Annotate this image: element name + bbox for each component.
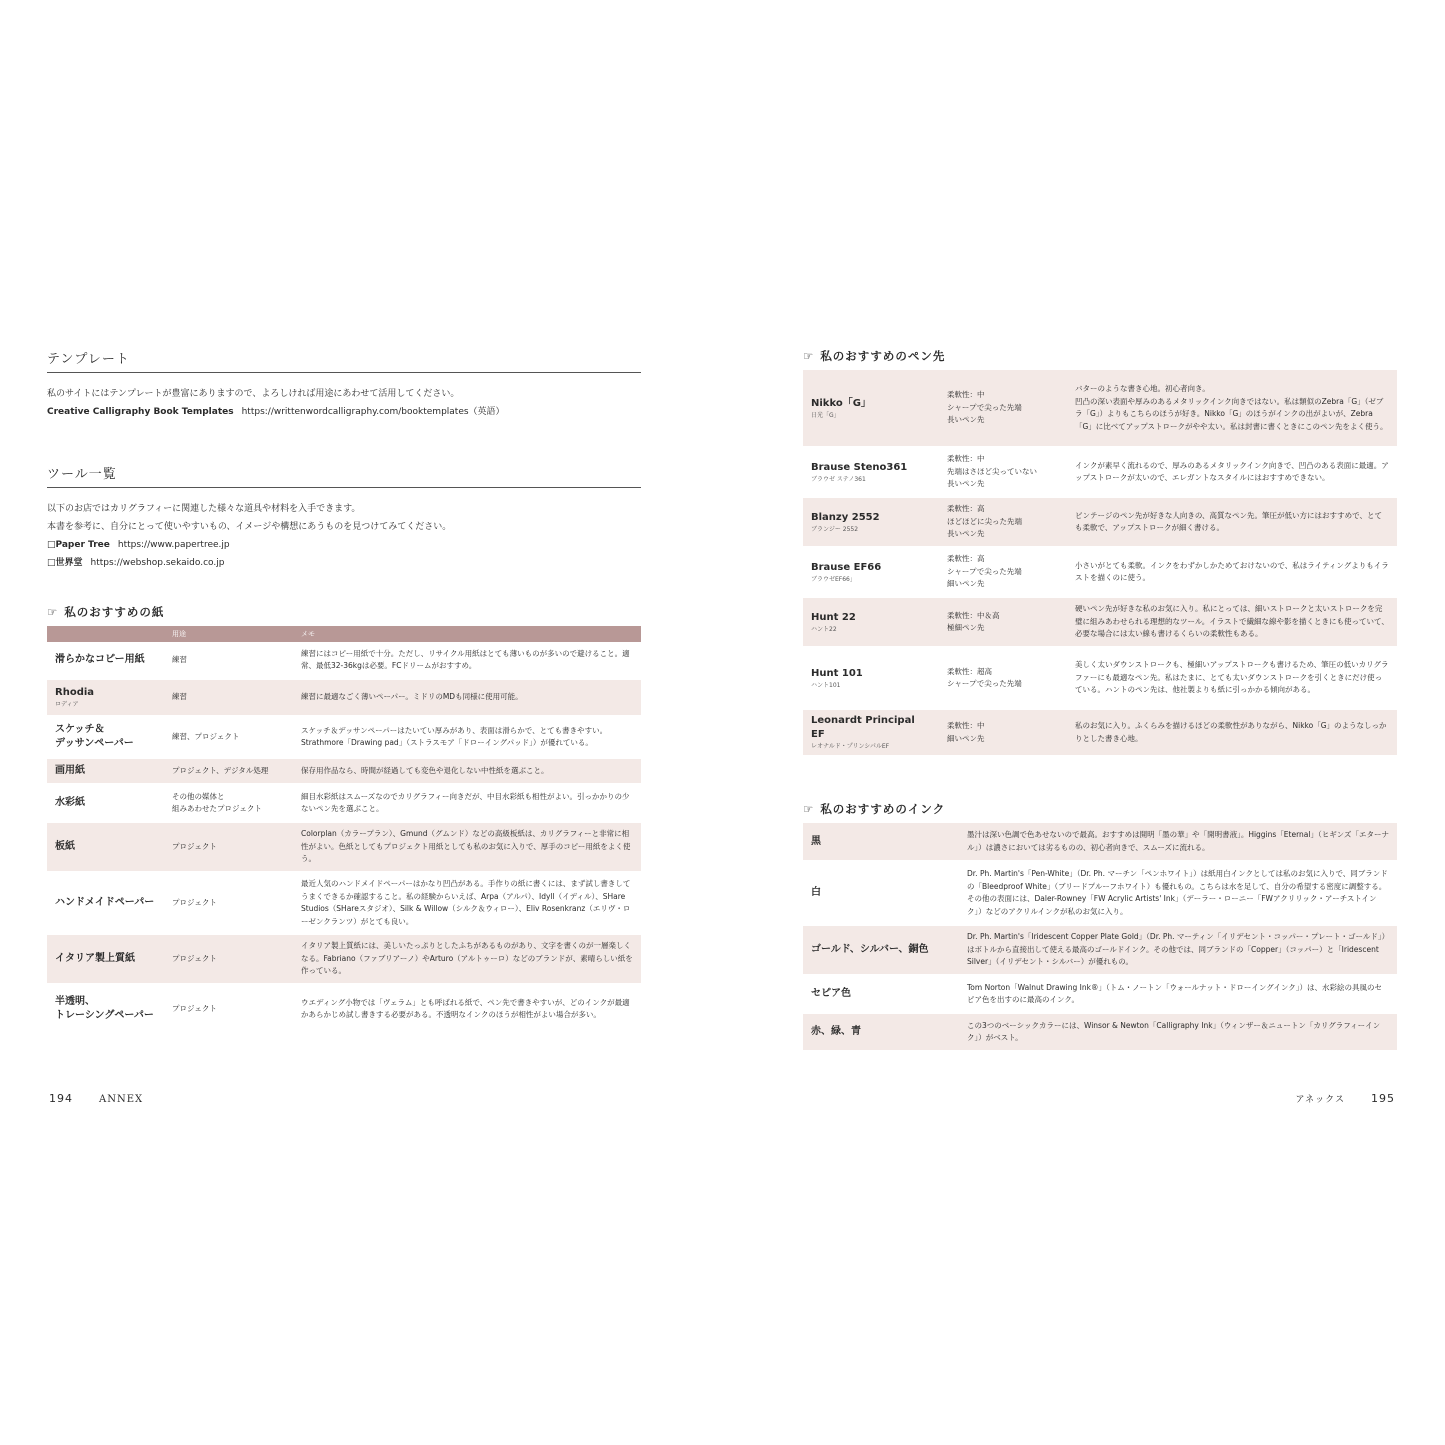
shop-name: □Paper Tree — [47, 540, 110, 550]
paper-memo: イタリア製上質紙には、美しいたっぷりとしたふちがあるものがあり、文字を書くのが一層楽しくなる。Fabriano（ファブリアーノ）やArturo（アルトゥーロ）などのブランドが、素晴らしい紙を作っている。 — [293, 934, 641, 984]
pen-name-sub: レオナルド・プリンシパルEF — [811, 743, 890, 750]
paper-memo: Colorplan（カラープラン）、Gmund（グムンド）などの高級板紙は、カリグラフィーと非常に相性がよい。色紙としてもプロジェクト用紙としても私のお気に入りで、厚手のコピー用紙をよく使う。 — [293, 822, 641, 872]
paper-name: スケッチ＆ デッサンペーパー — [55, 724, 134, 749]
paper-col-use: 用途 — [164, 626, 293, 642]
paper-memo: 最近人気のハンドメイドペーパーはかなり凹凸がある。手作りの紙に書くには、まず試し書きしてうまくできるか確認すること。私の経験からいえば、Arpa（アルパ）、Idyll（イディル）、SHare Studios（SHareスタジオ）、Silk & Willow（シルク＆ウィロー）、Eliv Rosenkranz（エリヴ・ローゼンクランツ）がとても良い。 — [301, 879, 631, 926]
paper-memo: 細目水彩紙はスムーズなのでカリグラフィー向きだが、中目水彩紙も相性がよい。引っかかりの少ないペン先を選ぶこと。 — [301, 791, 630, 813]
ink-memo: 墨汁は深い色調で色あせないので最高。おすすめは開明「墨の華」や「開明書液」。Higgins「Eternal」（ヒギンズ「エターナル」）は濃さにおいては劣るものの、初心者向きで、スムーズに流れる。 — [959, 823, 1397, 861]
pen-name-sub: ハント22 — [811, 625, 837, 633]
pen-memo: 硬いペン先が好きな私のお気に入り。私にとっては、細いストロークと太いストロークを完璧に組みあわせられる理想的なツール。イラストで繊細な線や影を描くときにも使っていて、必要な場合には太い線も書けるくらいの柔軟性もある。 — [1067, 597, 1397, 647]
table-row — [47, 784, 641, 822]
running-head: ANNEX — [99, 1094, 144, 1105]
paper-use: プロジェクト — [164, 822, 293, 872]
pen-name: Hunt 22 — [811, 611, 856, 623]
pen-memo: バターのような書き心地。初心者向き。 凹凸の深い表面や厚みのあるメタリックインク向きではない。私は類似のZebra「G」（ゼブラ「G」）よりもこちらのほうが好き。Nikko「G」のほうがインクの出がよいが、Zebra「G」に比べてアップストロークがやや太い。私は封書に書くときにこのペン先をよく使う。 — [1067, 370, 1397, 447]
table-row — [803, 597, 1397, 647]
table-row — [47, 984, 641, 1034]
table-row — [803, 823, 1397, 861]
template-body: 私のサイトにはテンプレートが豊富にありますので、よろしければ用途にあわせて活用してください。 — [47, 389, 460, 399]
paper-name: 半透明、 トレーシングペーパー — [55, 996, 154, 1021]
pen-spec: 柔軟性：高 ほどほどに尖った先端 長いペン先 — [939, 497, 1067, 547]
inks-heading-text: 私のおすすめのインク — [820, 802, 946, 816]
paper-heading-text: 私のおすすめの紙 — [64, 605, 165, 619]
paper-memo: ウエディング小物では「ヴェラム」とも呼ばれる紙で、ペン先で書きやすいが、どのインクが最適かあらかじめ試し書きする必要がある。不透明なインクのほうが相性がよい場合が多い。 — [301, 997, 630, 1019]
pen-name-sub: ブラウゼEF66」 — [811, 575, 856, 583]
ink-memo: Dr. Ph. Martin's「Pen-White」（Dr. Ph. マーチン「ペンホワイト」）は紙用白インクとしては私のお気に入りで、同ブランドの「Bleedproof White」（ブリードプルーフホワイト）も優れもの。こちらは水を足して、自分の希望する密度に調整する。その他の表面には、Daler-Rowney「FW Acrylic Artists' Ink」（デーラー・ローニー「FWアクリリック・アーチストインク」）などのアクリルインクが私のお気に入り。 — [967, 869, 1388, 916]
pen-memo: 美しく太いダウンストロークも、極細いアップストロークも書けるため、筆圧の低いカリグラファーにも最適なペン先。私はたまに、とても太いダウンストロークを引くときにだけ使っている。ハントのペン先は、他社製よりも紙に引っかかる傾向がある。 — [1075, 660, 1389, 695]
shop-item — [47, 536, 641, 554]
table-row — [47, 642, 641, 679]
template-link-line — [47, 403, 641, 421]
pen-memo: ビンテージのペン先が好きな人向きの、高質なペン先。筆圧が低い方にはおすすめで、とても柔軟で、アップストロークが細く書ける。 — [1067, 497, 1397, 547]
paper-use: プロジェクト — [172, 1003, 217, 1013]
ink-name: 白 — [811, 887, 821, 898]
paper-memo: 保存用作品なら、時間が経過しても変色や退化しない中性紙を選ぶこと。 — [293, 758, 641, 784]
ink-name: 赤、緑、青 — [811, 1026, 861, 1037]
tools-line-2: 本書を参考に、自分にとって使いやすいもの、イメージや構想にあうものを見つけてみてください。 — [47, 522, 452, 532]
table-row — [803, 975, 1397, 1013]
ink-table — [803, 823, 1397, 1052]
pen-name: Hunt 101 — [811, 667, 863, 679]
table-row — [47, 679, 641, 716]
paper-heading — [47, 604, 641, 620]
paper-memo: 練習にはコピー用紙で十分。ただし、リサイクル用紙はとても薄いものが多いので避けること。適常、最低32-36kgは必要。FCドリームがおすすめ。 — [301, 648, 630, 670]
pointing-hand-icon: ☞ — [47, 605, 59, 619]
pen-name: Nikko「G」 — [811, 397, 871, 409]
ink-name: 黒 — [811, 835, 821, 847]
pen-table — [803, 370, 1397, 757]
pen-spec: 柔軟性：中＆高 極細ペン先 — [939, 597, 1067, 647]
paper-col-name — [47, 626, 164, 642]
pen-name: Blanzy 2552 — [811, 511, 880, 523]
template-link-label: Creative Calligraphy Book Templates — [47, 407, 234, 417]
ink-name: セピア色 — [811, 988, 851, 999]
pen-spec: 柔軟性：中 細いペン先 — [939, 709, 1067, 756]
tools-line-1: 以下のお店ではカリグラフィーに関連した様々な道具や材料を入手できます。 — [47, 504, 361, 514]
pen-name-sub: 日光「G」 — [811, 411, 840, 419]
pen-name-sub: ブラウゼ ステノ361 — [811, 475, 866, 483]
paper-name: 画用紙 — [55, 765, 85, 776]
page-number: 195 — [1371, 1092, 1395, 1105]
table-row — [803, 861, 1397, 925]
paper-col-memo: メモ — [293, 626, 641, 642]
paper-name-sub: ロディア — [55, 701, 79, 708]
paper-memo: 練習に最適なごく薄いペーパー。ミドリのMDも同様に使用可能。 — [293, 679, 641, 716]
pens-heading — [803, 348, 1397, 364]
table-row — [47, 822, 641, 872]
paper-use: プロジェクト — [172, 897, 217, 907]
right-page — [803, 340, 1397, 1052]
ink-memo: Dr. Ph. Martin's「Iridescent Copper Plate Gold」（Dr. Ph. マーティン「イリデセント・コッパー・プレート・ゴールド」）はボトルから直接出して使える最高のゴールドインク。その他では、同ブランドの「Copper」（コッパー）と「Iridescent Silver」（イリデセント・シルバー）が優れもの。 — [959, 925, 1397, 975]
table-row — [47, 758, 641, 784]
table-row — [803, 925, 1397, 975]
paper-memo: スケッチ＆デッサンペーパーはたいてい厚みがあり、表面は滑らかで、とても書きやすい。Strathmore「Drawing pad」（ストラスモア「ドローイングパッド」）が優れている。 — [301, 725, 608, 747]
paper-use: プロジェクト、デジタル処理 — [164, 758, 293, 784]
shop-item — [47, 554, 641, 572]
paper-use: その他の媒体と 組みあわせたプロジェクト — [172, 791, 262, 813]
inks-heading — [803, 801, 1397, 817]
left-page — [47, 340, 641, 1035]
pen-memo: 私のお気に入り。ふくらみを描けるほどの柔軟性がありながら、Nikko「G」のようなしっかりとした書き心地。 — [1067, 709, 1397, 756]
left-folio — [49, 1092, 143, 1105]
pen-spec: 柔軟性：超高 シャープで尖った先端 — [947, 666, 1022, 688]
ink-name: ゴールド、シルバー、銅色 — [811, 944, 929, 955]
table-row — [803, 1013, 1397, 1051]
shop-name: □世界堂 — [47, 558, 83, 568]
paper-name: イタリア製上質紙 — [55, 953, 135, 964]
template-link-url[interactable]: https://writtenwordcalligraphy.com/booktemplates（英語） — [241, 407, 505, 417]
paper-name: 滑らかなコピー用紙 — [55, 654, 145, 665]
ink-memo: Tom Norton「Walnut Drawing Ink®」（トム・ノートン「ウォールナット・ドローイングインク」）は、水彩絵の具風のセピア色を出すのに最高のインク。 — [967, 982, 1382, 1004]
paper-use: 練習、プロジェクト — [172, 731, 240, 741]
table-row — [803, 647, 1397, 709]
paper-table — [47, 626, 641, 1035]
pen-name: Leonardt Principal EF — [811, 715, 915, 740]
pen-spec: 柔軟性：中 シャープで尖った先端 長いペン先 — [939, 370, 1067, 447]
pens-heading-text: 私のおすすめのペン先 — [820, 349, 946, 363]
pen-spec: 柔軟性：中 先端はさほど尖っていない 長いペン先 — [947, 454, 1037, 489]
paper-name: ハンドメイドペーパー — [55, 897, 155, 908]
tools-section-title: ツール一覧 — [47, 455, 641, 488]
table-row — [47, 872, 641, 934]
right-folio — [1295, 1092, 1395, 1105]
paper-use: 練習 — [164, 679, 293, 716]
shop-url[interactable]: https://webshop.sekaido.co.jp — [90, 558, 225, 568]
table-row — [803, 370, 1397, 447]
template-section-title: テンプレート — [47, 340, 641, 373]
paper-name: Rhodia — [55, 687, 95, 698]
paper-use: 練習 — [172, 654, 187, 664]
page-number: 194 — [49, 1092, 73, 1105]
table-row — [803, 497, 1397, 547]
paper-name: 水彩紙 — [55, 797, 85, 808]
pen-name-sub: ブランジー 2552 — [811, 525, 859, 533]
pen-name: Brause Steno361 — [811, 461, 908, 473]
paper-use: プロジェクト — [164, 934, 293, 984]
pen-name: Brause EF66 — [811, 561, 882, 573]
ink-memo: この3つのベーシックカラーには、Winsor & Newton「Calligraphy Ink」（ウィンザー＆ニュートン「カリグラフィーインク」）がベスト。 — [959, 1013, 1397, 1051]
shop-url[interactable]: https://www.papertree.jp — [117, 540, 230, 550]
table-row — [47, 934, 641, 984]
pen-memo: 小さいがとても柔軟。インクをわずかしかためておけないので、私はライティングよりもイラストを描くのに使う。 — [1075, 560, 1389, 582]
pointing-hand-icon: ☞ — [803, 349, 815, 363]
table-row — [803, 447, 1397, 497]
pen-memo: インクが素早く流れるので、厚みのあるメタリックインク向きで、凹凸のある表面に最適。アップストロークが太いので、エレガントなスタイルにはおすすめできない。 — [1075, 460, 1389, 482]
table-row — [803, 709, 1397, 756]
pen-name-sub: ハント101 — [811, 681, 841, 689]
table-row — [47, 716, 641, 758]
pointing-hand-icon: ☞ — [803, 802, 815, 816]
running-head: アネックス — [1295, 1095, 1345, 1105]
paper-name: 板紙 — [55, 841, 75, 852]
pen-spec: 柔軟性：高 シャープで尖った先端 細いペン先 — [947, 554, 1022, 589]
table-row — [803, 547, 1397, 597]
